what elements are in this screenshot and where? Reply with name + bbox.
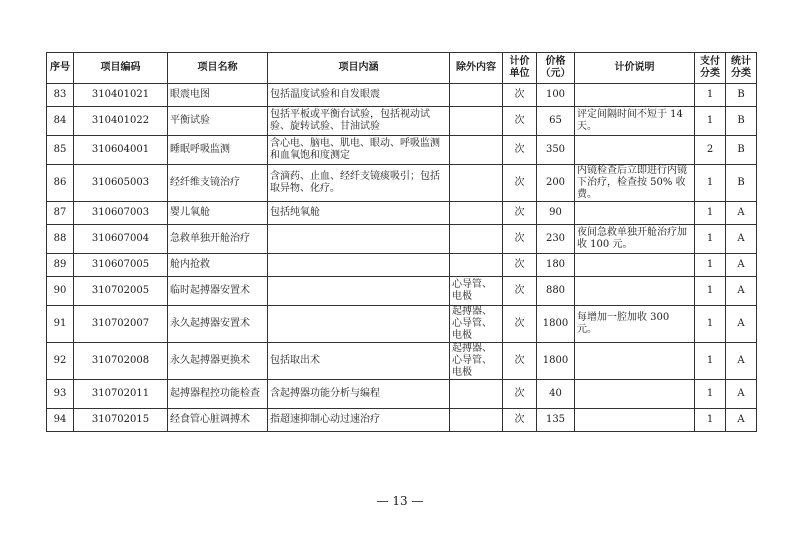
cell-stat: A bbox=[726, 380, 757, 409]
header-note: 计价说明 bbox=[575, 53, 695, 84]
cell-note bbox=[575, 277, 695, 306]
table-row bbox=[47, 202, 757, 225]
cell-seq: 83 bbox=[47, 84, 74, 107]
header-code: 项目编码 bbox=[74, 53, 168, 84]
cell-seq: 86 bbox=[47, 165, 74, 202]
cell-note: 内镜检查后立即进行内镜下治疗，检查按 50% 收费。 bbox=[575, 165, 695, 202]
cell-content: 含起搏器功能分析与编程 bbox=[268, 380, 450, 409]
cell-pay: 2 bbox=[695, 136, 726, 165]
table-row bbox=[47, 165, 757, 202]
table-row bbox=[47, 107, 757, 136]
cell-code: 310607004 bbox=[74, 225, 168, 254]
cell-price: 40 bbox=[537, 380, 575, 409]
cell-code: 310401022 bbox=[74, 107, 168, 136]
cell-unit: 次 bbox=[503, 343, 537, 380]
cell-name: 急救单独开舱治疗 bbox=[168, 225, 268, 254]
header-excluded: 除外内容 bbox=[450, 53, 503, 84]
cell-note: 每增加一腔加收 300 元。 bbox=[575, 306, 695, 343]
cell-code: 310605003 bbox=[74, 165, 168, 202]
cell-seq: 91 bbox=[47, 306, 74, 343]
cell-note bbox=[575, 254, 695, 277]
cell-unit: 次 bbox=[503, 254, 537, 277]
cell-content: 包括温度试验和自发眼震 bbox=[268, 84, 450, 107]
table-row bbox=[47, 136, 757, 165]
cell-seq: 85 bbox=[47, 136, 74, 165]
cell-unit: 次 bbox=[503, 380, 537, 409]
page-number: — 13 — bbox=[376, 494, 424, 508]
cell-excluded: 起搏器、心导管、电极 bbox=[450, 306, 503, 343]
cell-content bbox=[268, 254, 450, 277]
cell-stat: A bbox=[726, 277, 757, 306]
cell-pay: 1 bbox=[695, 225, 726, 254]
cell-content: 包括纯氧舱 bbox=[268, 202, 450, 225]
header-stat: 统计分类 bbox=[726, 53, 757, 84]
cell-pay: 1 bbox=[695, 306, 726, 343]
header-unit: 计价单位 bbox=[503, 53, 537, 84]
cell-pay: 1 bbox=[695, 107, 726, 136]
cell-note bbox=[575, 202, 695, 225]
cell-content: 含滴药、止血、经纤支镜痰吸引；包括取异物、化疗。 bbox=[268, 165, 450, 202]
cell-excluded bbox=[450, 136, 503, 165]
header-content: 项目内涵 bbox=[268, 53, 450, 84]
cell-pay: 1 bbox=[695, 380, 726, 409]
cell-seq: 89 bbox=[47, 254, 74, 277]
cell-excluded bbox=[450, 202, 503, 225]
cell-note bbox=[575, 409, 695, 432]
table-row bbox=[47, 380, 757, 409]
cell-code: 310702008 bbox=[74, 343, 168, 380]
cell-name: 永久起搏器更换术 bbox=[168, 343, 268, 380]
header-seq: 序号 bbox=[47, 53, 74, 84]
table-row bbox=[47, 84, 757, 107]
cell-stat: B bbox=[726, 165, 757, 202]
price-table bbox=[46, 52, 757, 432]
cell-code: 310702011 bbox=[74, 380, 168, 409]
header-pay: 支付分类 bbox=[695, 53, 726, 84]
cell-seq: 93 bbox=[47, 380, 74, 409]
cell-stat: B bbox=[726, 84, 757, 107]
table-header-row bbox=[47, 53, 757, 84]
cell-unit: 次 bbox=[503, 409, 537, 432]
cell-excluded bbox=[450, 254, 503, 277]
cell-content bbox=[268, 225, 450, 254]
cell-unit: 次 bbox=[503, 202, 537, 225]
cell-note: 夜间急救单独开舱治疗加收 100 元。 bbox=[575, 225, 695, 254]
cell-name: 婴儿氧舱 bbox=[168, 202, 268, 225]
cell-pay: 1 bbox=[695, 254, 726, 277]
cell-name: 经食管心脏调搏术 bbox=[168, 409, 268, 432]
table-row bbox=[47, 409, 757, 432]
cell-unit: 次 bbox=[503, 84, 537, 107]
cell-price: 100 bbox=[537, 84, 575, 107]
cell-stat: B bbox=[726, 107, 757, 136]
cell-code: 310401021 bbox=[74, 84, 168, 107]
cell-content: 包括取出术 bbox=[268, 343, 450, 380]
cell-stat: A bbox=[726, 306, 757, 343]
cell-price: 200 bbox=[537, 165, 575, 202]
cell-excluded bbox=[450, 380, 503, 409]
table-row bbox=[47, 225, 757, 254]
cell-seq: 88 bbox=[47, 225, 74, 254]
cell-excluded: 心导管、电极 bbox=[450, 277, 503, 306]
cell-code: 310702007 bbox=[74, 306, 168, 343]
cell-name: 经纤维支镜治疗 bbox=[168, 165, 268, 202]
cell-pay: 1 bbox=[695, 343, 726, 380]
cell-note bbox=[575, 136, 695, 165]
cell-pay: 1 bbox=[695, 84, 726, 107]
cell-pay: 1 bbox=[695, 202, 726, 225]
cell-content: 指超速抑制心动过速治疗 bbox=[268, 409, 450, 432]
cell-code: 310702005 bbox=[74, 277, 168, 306]
cell-name: 舱内抢救 bbox=[168, 254, 268, 277]
cell-stat: A bbox=[726, 225, 757, 254]
cell-price: 880 bbox=[537, 277, 575, 306]
cell-excluded bbox=[450, 409, 503, 432]
cell-code: 310607003 bbox=[74, 202, 168, 225]
cell-name: 起搏器程控功能检查 bbox=[168, 380, 268, 409]
cell-excluded bbox=[450, 107, 503, 136]
cell-price: 135 bbox=[537, 409, 575, 432]
cell-unit: 次 bbox=[503, 165, 537, 202]
cell-pay: 1 bbox=[695, 165, 726, 202]
cell-seq: 87 bbox=[47, 202, 74, 225]
cell-excluded bbox=[450, 225, 503, 254]
cell-price: 230 bbox=[537, 225, 575, 254]
cell-note bbox=[575, 84, 695, 107]
cell-excluded: 起搏器、心导管、电极 bbox=[450, 343, 503, 380]
table-row bbox=[47, 343, 757, 380]
cell-content bbox=[268, 277, 450, 306]
cell-code: 310604001 bbox=[74, 136, 168, 165]
cell-pay: 1 bbox=[695, 409, 726, 432]
cell-price: 65 bbox=[537, 107, 575, 136]
cell-unit: 次 bbox=[503, 225, 537, 254]
cell-note bbox=[575, 343, 695, 380]
cell-stat: A bbox=[726, 409, 757, 432]
header-name: 项目名称 bbox=[168, 53, 268, 84]
cell-price: 90 bbox=[537, 202, 575, 225]
cell-name: 平衡试验 bbox=[168, 107, 268, 136]
cell-seq: 92 bbox=[47, 343, 74, 380]
cell-price: 180 bbox=[537, 254, 575, 277]
cell-note: 评定间隔时间不短于 14 天。 bbox=[575, 107, 695, 136]
cell-content: 含心电、脑电、肌电、眼动、呼吸监测和血氧饱和度测定 bbox=[268, 136, 450, 165]
cell-excluded bbox=[450, 84, 503, 107]
cell-code: 310607005 bbox=[74, 254, 168, 277]
table-row bbox=[47, 277, 757, 306]
cell-seq: 90 bbox=[47, 277, 74, 306]
cell-unit: 次 bbox=[503, 107, 537, 136]
cell-pay: 1 bbox=[695, 277, 726, 306]
cell-name: 睡眠呼吸监测 bbox=[168, 136, 268, 165]
cell-stat: B bbox=[726, 136, 757, 165]
cell-stat: A bbox=[726, 202, 757, 225]
cell-unit: 次 bbox=[503, 306, 537, 343]
cell-name: 临时起搏器安置术 bbox=[168, 277, 268, 306]
cell-price: 350 bbox=[537, 136, 575, 165]
cell-seq: 94 bbox=[47, 409, 74, 432]
cell-unit: 次 bbox=[503, 136, 537, 165]
cell-name: 永久起搏器安置术 bbox=[168, 306, 268, 343]
cell-price: 1800 bbox=[537, 343, 575, 380]
cell-price: 1800 bbox=[537, 306, 575, 343]
cell-stat: A bbox=[726, 343, 757, 380]
cell-name: 眼震电图 bbox=[168, 84, 268, 107]
header-price: 价格（元） bbox=[537, 53, 575, 84]
cell-unit: 次 bbox=[503, 277, 537, 306]
table-row bbox=[47, 306, 757, 343]
cell-note bbox=[575, 380, 695, 409]
cell-stat: A bbox=[726, 254, 757, 277]
cell-content: 包括平板或平衡台试验，包括视动试验、旋转试验、甘油试验 bbox=[268, 107, 450, 136]
cell-content bbox=[268, 306, 450, 343]
table-row bbox=[47, 254, 757, 277]
cell-code: 310702015 bbox=[74, 409, 168, 432]
cell-excluded bbox=[450, 165, 503, 202]
cell-seq: 84 bbox=[47, 107, 74, 136]
